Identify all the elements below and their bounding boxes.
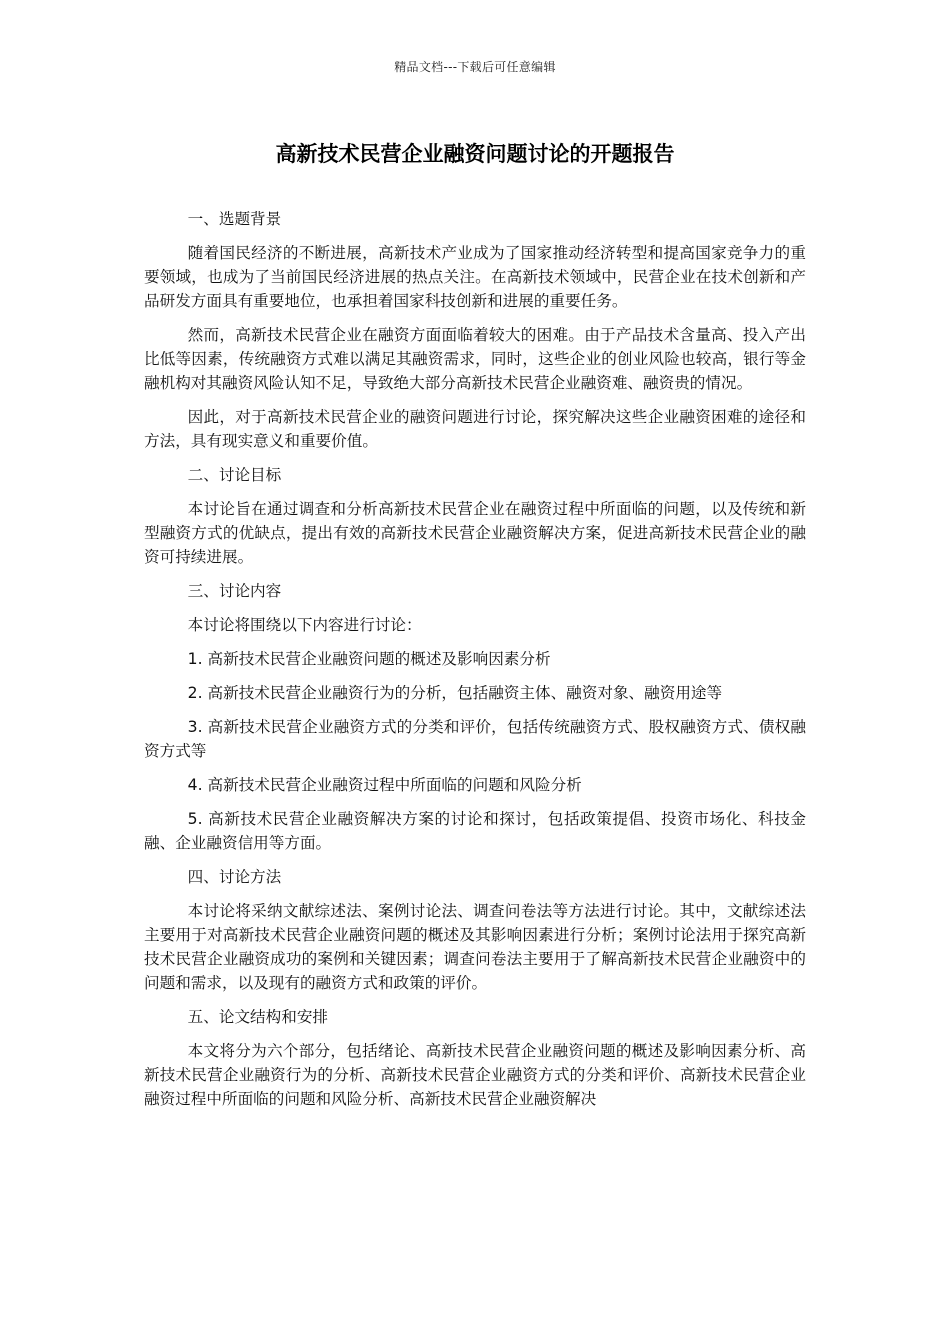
paragraph: 本讨论将围绕以下内容进行讨论： — [187, 616, 422, 634]
section-heading-methods: 四、讨论方法 — [187, 868, 282, 886]
section-heading-content: 三、讨论内容 — [187, 582, 282, 600]
paragraph: 随着国民经济的不断进展，高新技术产业成为了国家推动经济转型和提高国家竞争力的重要领域，也成为了当前国民经济进展的热点关注。在高新技术领域中，民营企业在技术创新和产品研发方面具有重要地位，也承担着国家科技创新和进展的重要任务。 — [144, 244, 806, 310]
paragraph: 本讨论将采纳文献综述法、案例讨论法、调查问卷法等方法进行讨论。其中，文献综述法主要用于对高新技术民营企业融资问题的概述及其影响因素进行分析；案例讨论法用于探究高新技术民营企业融资成功的案例和关键因素；调查问卷法主要用于了解高新技术民营企业融资中的问题和需求，以及现有的融资方式和政策的评价。 — [144, 902, 806, 992]
paragraph: 因此，对于高新技术民营企业的融资问题进行讨论，探究解决这些企业融资困难的途径和方法，具有现实意义和重要价值。 — [144, 408, 806, 450]
page-header-note: 精品文档---下载后可任意编辑 — [394, 60, 556, 74]
document-title: 高新技术民营企业融资问题讨论的开题报告 — [275, 142, 675, 166]
list-item: 2. 高新技术民营企业融资行为的分析，包括融资主体、融资对象、融资用途等 — [187, 684, 723, 702]
paragraph: 然而，高新技术民营企业在融资方面面临着较大的困难。由于产品技术含量高、投入产出比低等因素，传统融资方式难以满足其融资需求，同时，这些企业的创业风险也较高，银行等金融机构对其融资风险认知不足，导致绝大部分高新技术民营企业融资难、融资贵的情况。 — [144, 326, 806, 392]
list-item: 3. 高新技术民营企业融资方式的分类和评价，包括传统融资方式、股权融资方式、债权融资方式等 — [144, 718, 806, 760]
section-heading-background: 一、选题背景 — [187, 210, 282, 228]
section-heading-goals: 二、讨论目标 — [187, 466, 282, 484]
list-item: 5. 高新技术民营企业融资解决方案的讨论和探讨，包括政策提倡、投资市场化、科技金融、企业融资信用等方面。 — [144, 810, 806, 852]
paragraph: 本讨论旨在通过调查和分析高新技术民营企业在融资过程中所面临的问题，以及传统和新型融资方式的优缺点，提出有效的高新技术民营企业融资解决方案，促进高新技术民营企业的融资可持续进展。 — [144, 500, 806, 566]
list-item: 1. 高新技术民营企业融资问题的概述及影响因素分析 — [187, 650, 551, 668]
paragraph: 本文将分为六个部分，包括绪论、高新技术民营企业融资问题的概述及影响因素分析、高新技术民营企业融资行为的分析、高新技术民营企业融资方式的分类和评价、高新技术民营企业融资过程中所面临的问题和风险分析、高新技术民营企业融资解决 — [144, 1042, 806, 1108]
section-heading-structure: 五、论文结构和安排 — [187, 1008, 329, 1026]
document-body — [144, 207, 806, 1121]
list-item: 4. 高新技术民营企业融资过程中所面临的问题和风险分析 — [187, 776, 582, 794]
